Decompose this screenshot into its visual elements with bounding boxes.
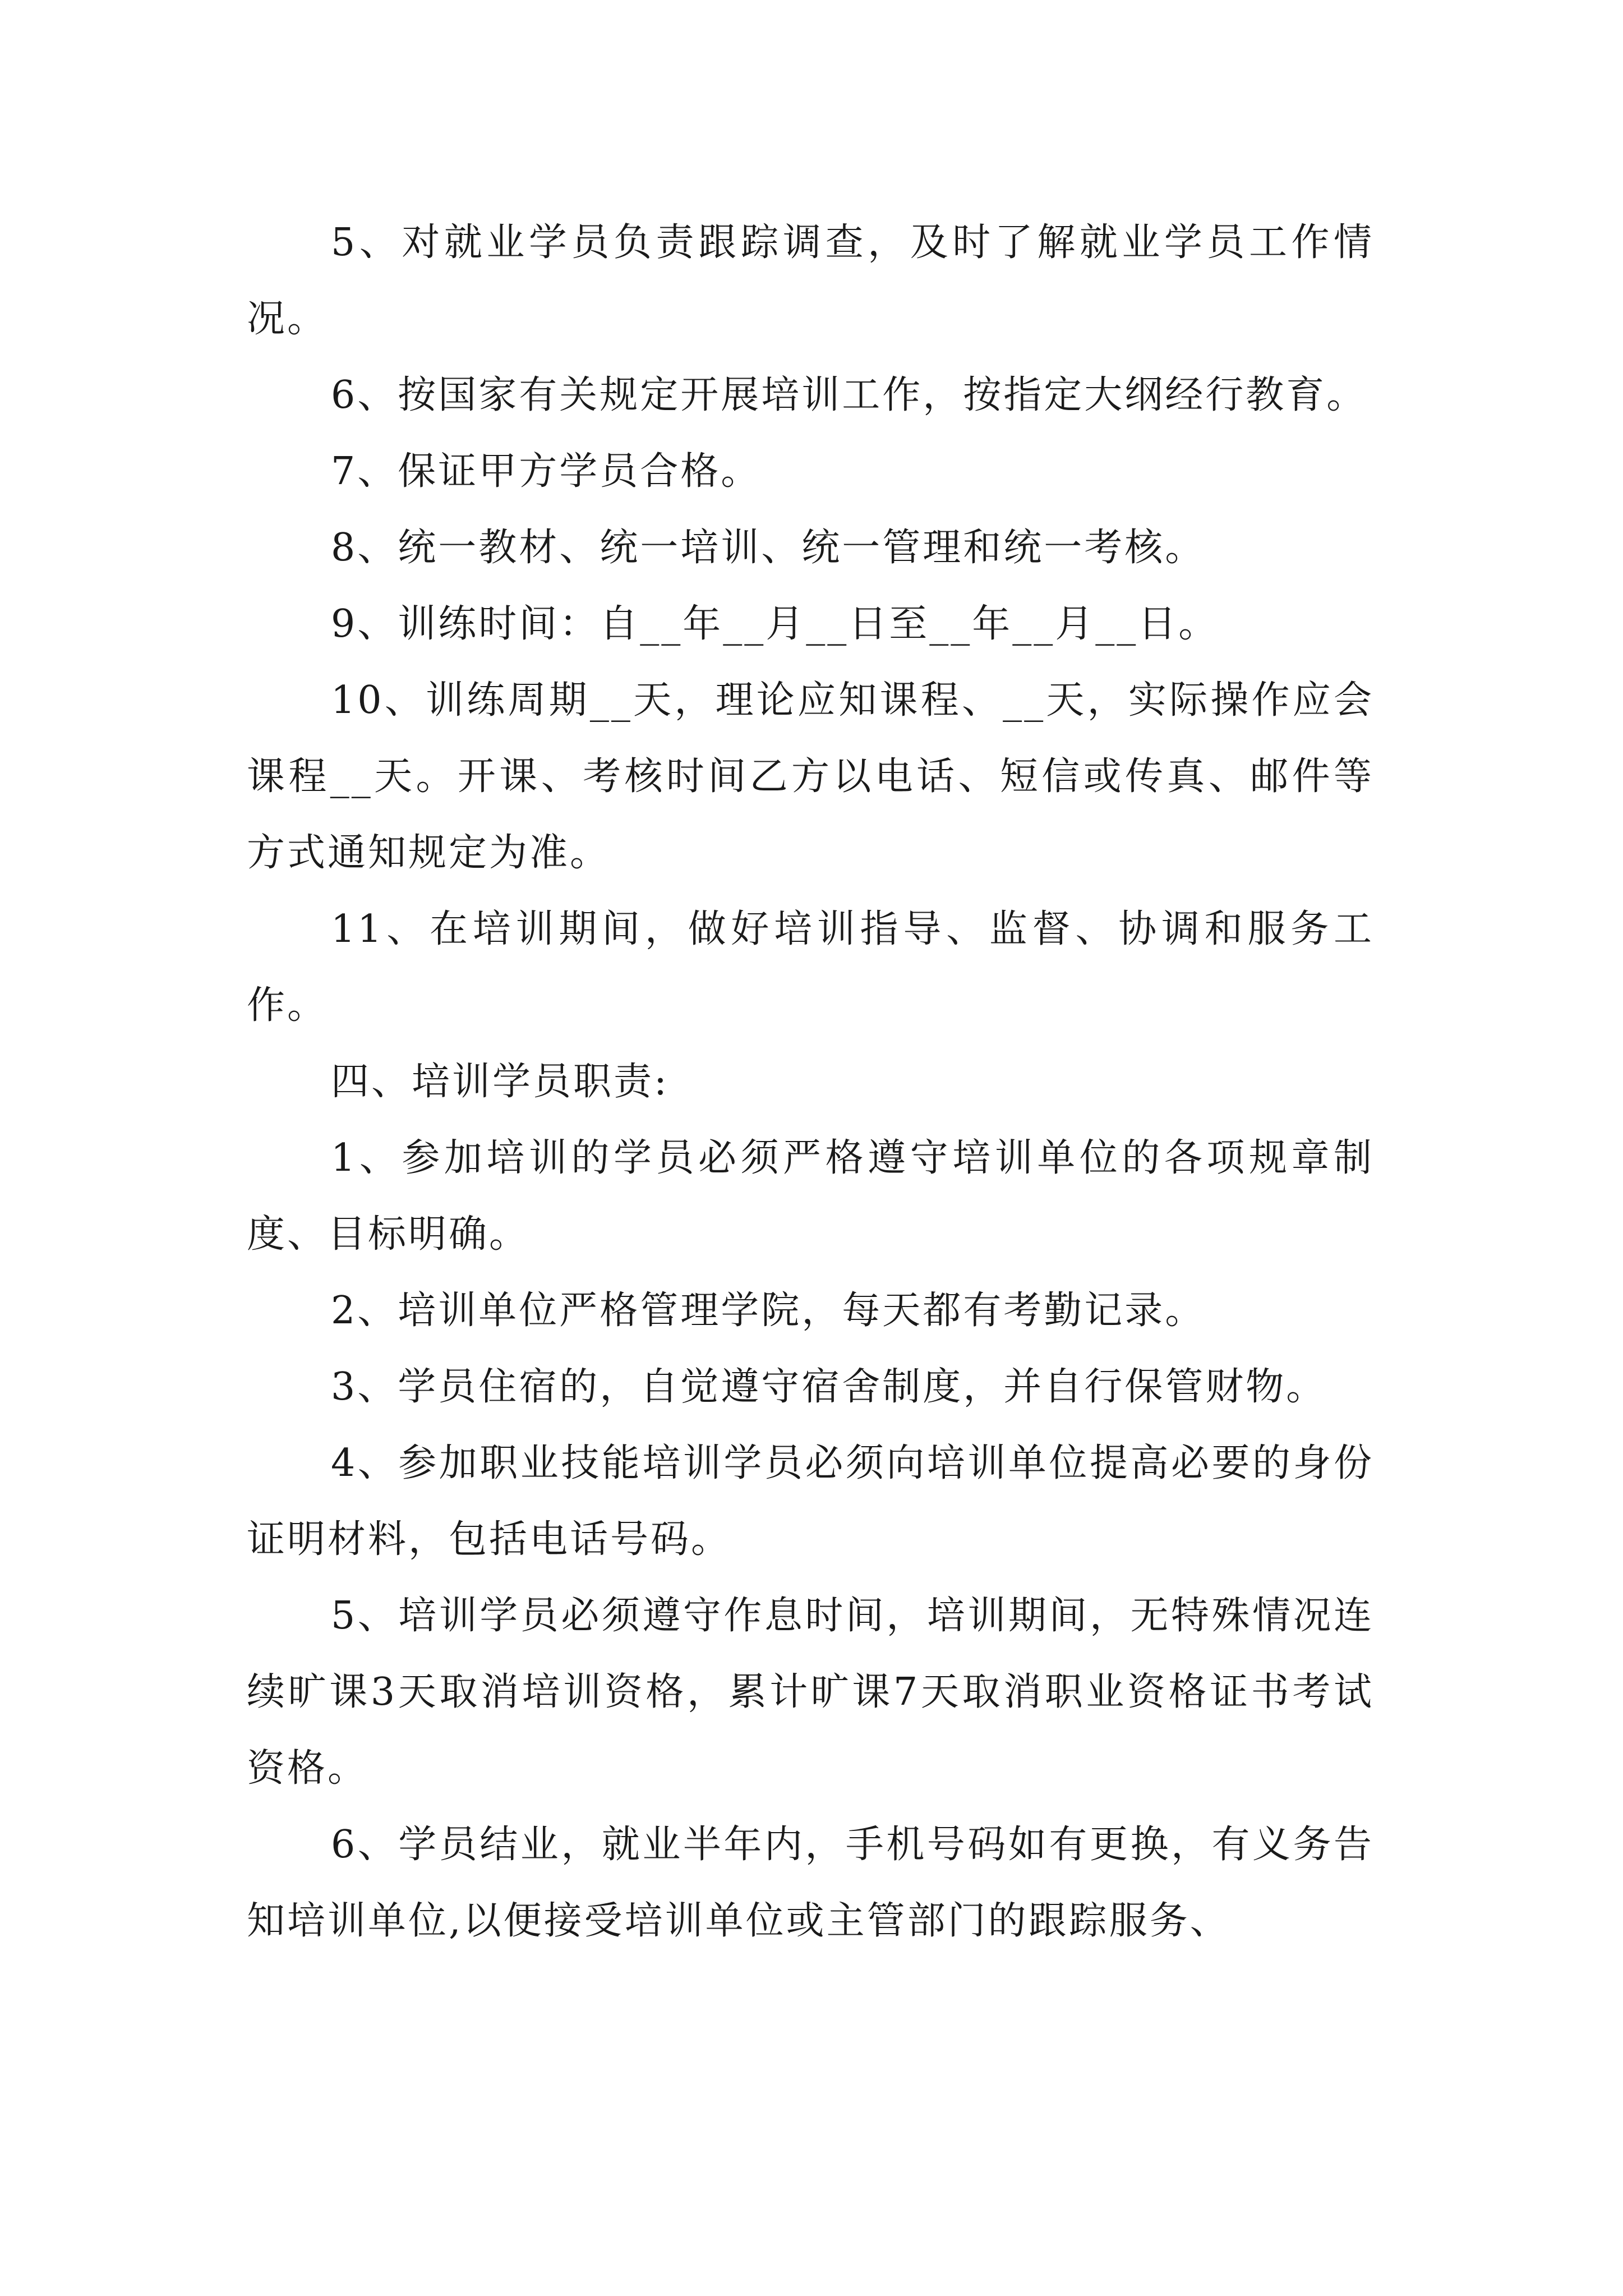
paragraph-duty-3-dormitory: 3、学员住宿的，自觉遵守宿舍制度，并自行保管财物。 — [331, 1365, 1327, 1409]
paragraph-item-8-unified-management: 8、统一教材、统一培训、统一管理和统一考核。 — [331, 526, 1206, 570]
paragraph-item-9-training-time: 9、训练时间：自__年__月__日至__年__月__日。 — [331, 602, 1219, 646]
paragraph-item-5-tracking: 5、对就业学员负责跟踪调查，及时了解就业学员工作情况。 — [247, 220, 1374, 341]
paragraph-item-11-guidance: 11、在培训期间，做好培训指导、监督、协调和服务工作。 — [247, 907, 1374, 1028]
paragraph-item-6-training-regulations: 6、按国家有关规定开展培训工作，按指定大纲经行教育。 — [331, 373, 1367, 417]
paragraph-duty-6-contact-update: 6、学员结业，就业半年内，手机号码如有更换，有义务告知培训单位,以便接受培训单位或主管部门的跟踪服务、 — [247, 1823, 1374, 1943]
paragraph-item-10-training-period: 10、训练周期__天，理论应知课程、__天，实际操作应会课程__天。开课、考核时间乙方以电话、短信或传真、邮件等方式通知规定为准。 — [247, 678, 1374, 875]
paragraph-duty-2-attendance: 2、培训单位严格管理学院，每天都有考勤记录。 — [331, 1289, 1206, 1333]
document-body — [247, 205, 1374, 1959]
paragraph-duty-4-identity: 4、参加职业技能培训学员必须向培训单位提高必要的身份证明材料，包括电话号码。 — [247, 1441, 1374, 1562]
paragraph-duty-1-rules: 1、参加培训的学员必须严格遵守培训单位的各项规章制度、目标明确。 — [247, 1136, 1374, 1257]
paragraph-duty-5-absence: 5、培训学员必须遵守作息时间，培训期间，无特殊情况连续旷课3天取消培训资格，累计旷课7天取消职业资格证书考试资格。 — [247, 1594, 1374, 1791]
section-heading-trainee-duties: 四、培训学员职责: — [331, 1060, 669, 1104]
paragraph-item-7-qualification: 7、保证甲方学员合格。 — [331, 449, 762, 494]
